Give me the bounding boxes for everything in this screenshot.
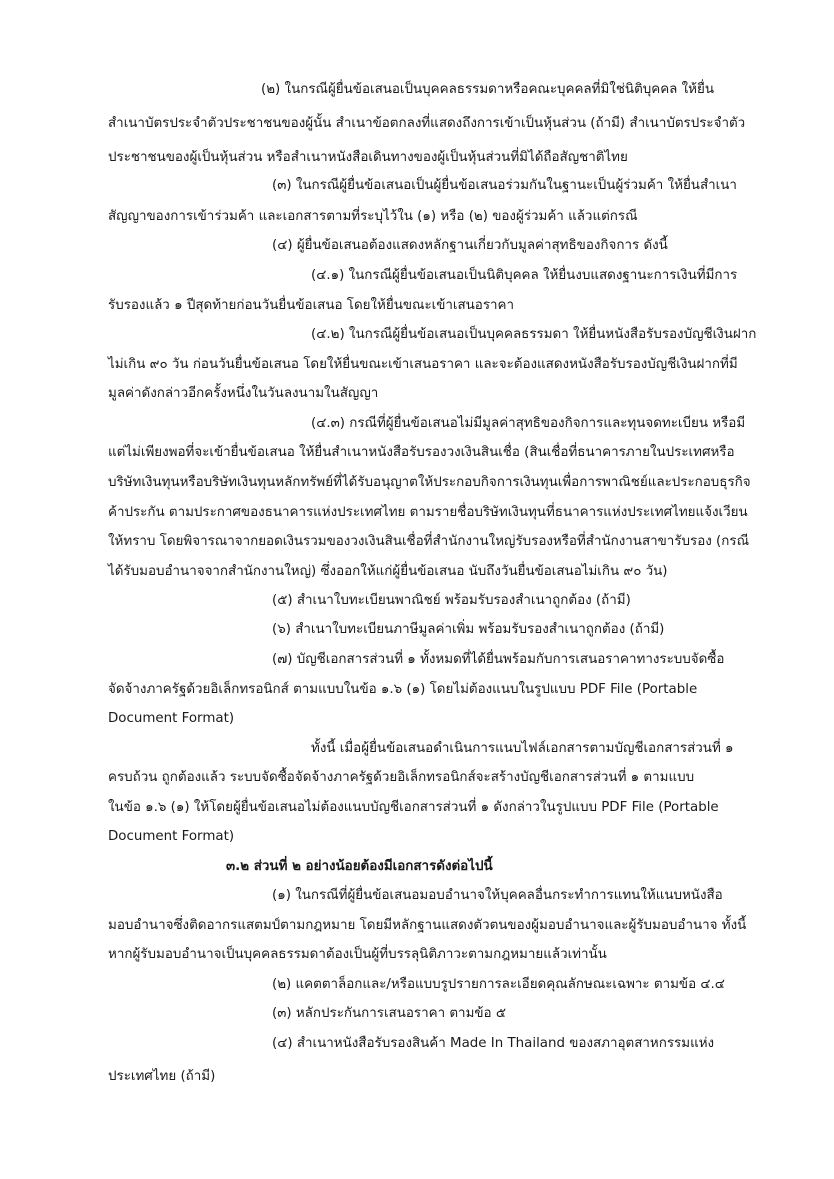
text-line: มอบอำนาจซึ่งติดอากรแสตมป์ตามกฎหมาย โดยมีหลักฐานแสดงตัวตนของผู้มอบอำนาจและผู้รับมอบอำนาจ ทั้งนี้	[108, 918, 747, 933]
text-line: ไม่เกิน ๙๐ วัน ก่อนวันยื่นข้อเสนอ โดยให้ยื่นขณะเข้าเสนอราคา และจะต้องแสดงหนังสือรับรองบัญชีเงินฝากที่มี	[108, 357, 738, 372]
text-line: Document Format)	[108, 829, 235, 844]
text-line: ให้ทราบ โดยพิจารณาจากยอดเงินรวมของวงเงินสินเชื่อที่สำนักงานใหญ่รับรองหรือที่สำนักงานสาขารับรอง (กรณี	[108, 534, 749, 549]
text-line: (๔.๒) ในกรณีผู้ยื่นข้อเสนอเป็นบุคคลธรรมดา ให้ยื่นหนังสือรับรองบัญชีเงินฝาก	[311, 327, 757, 342]
section-heading: ๓.๒ ส่วนที่ ๒ อย่างน้อยต้องมีเอกสารดังต่อไปนี้	[226, 859, 493, 874]
text-line: แต่ไม่เพียงพอที่จะเข้ายื่นข้อเสนอ ให้ยื่นสำเนาหนังสือรับรองวงเงินสินเชื่อ (สินเชื่อที่ธนาคารภายในประเทศหรือ	[108, 445, 735, 460]
text-line: ประชาชนของผู้เป็นหุ้นส่วน หรือสำเนาหนังสือเดินทางของผู้เป็นหุ้นส่วนที่มิได้ถือสัญชาติไทย	[108, 150, 628, 165]
text-line: หากผู้รับมอบอำนาจเป็นบุคคลธรรมดาต้องเป็นผู้ที่บรรลุนิติภาวะตามกฎหมายแล้วเท่านั้น	[108, 947, 607, 962]
text-line: (๒) แคตตาล็อกและ/หรือแบบรูปรายการละเอียดคุณลักษณะเฉพาะ ตามข้อ ๔.๔	[272, 977, 725, 992]
text-line: สำเนาบัตรประจำตัวประชาชนของผู้นั้น สำเนาข้อตกลงที่แสดงถึงการเข้าเป็นหุ้นส่วน (ถ้ามี) สำเนาบัตรประจำตัว	[108, 116, 746, 131]
text-line: (๔.๓) กรณีที่ผู้ยื่นข้อเสนอไม่มีมูลค่าสุทธิของกิจการและทุนจดทะเบียน หรือมี	[311, 416, 746, 431]
text-line: (๔) ผู้ยื่นข้อเสนอต้องแสดงหลักฐานเกี่ยวกับมูลค่าสุทธิของกิจการ ดังนี้	[272, 238, 668, 253]
text-line: (๑) ในกรณีที่ผู้ยื่นข้อเสนอมอบอำนาจให้บุคคลอื่นกระทำการแทนให้แนบหนังสือ	[272, 888, 723, 903]
text-line: บริษัทเงินทุนหรือบริษัทเงินทุนหลักทรัพย์ที่ได้รับอนุญาตให้ประกอบกิจการเงินทุนเพื่อการพาณิชย์และประกอบธุรกิจ	[108, 475, 751, 490]
text-line: ในข้อ ๑.๖ (๑) ให้โดยผู้ยื่นข้อเสนอไม่ต้องแนบบัญชีเอกสารส่วนที่ ๑ ดังกล่าวในรูปแบบ PDF File (Portable	[108, 800, 719, 815]
text-line: รับรองแล้ว ๑ ปีสุดท้ายก่อนวันยื่นข้อเสนอ โดยให้ยื่นขณะเข้าเสนอราคา	[108, 298, 515, 313]
text-line: (๓) หลักประกันการเสนอราคา ตามข้อ ๕	[272, 1006, 506, 1021]
text-line: (๔.๑) ในกรณีผู้ยื่นข้อเสนอเป็นนิติบุคคล ให้ยื่นงบแสดงฐานะการเงินที่มีการ	[311, 268, 738, 283]
text-line: (๖) สำเนาใบทะเบียนภาษีมูลค่าเพิ่ม พร้อมรับรองสำเนาถูกต้อง (ถ้ามี)	[272, 622, 665, 637]
text-line: จัดจ้างภาครัฐด้วยอิเล็กทรอนิกส์ ตามแบบในข้อ ๑.๖ (๑) โดยไม่ต้องแนบในรูปแบบ PDF File (Portable	[108, 682, 698, 697]
text-line: (๒) ในกรณีผู้ยื่นข้อเสนอเป็นบุคคลธรรมดาหรือคณะบุคคลที่มิใช่นิติบุคคล ให้ยื่น	[261, 82, 715, 97]
text-line: (๔) สำเนาหนังสือรับรองสินค้า Made In Thailand ของสภาอุตสาหกรรมแห่ง	[272, 1036, 715, 1051]
text-line: ทั้งนี้ เมื่อผู้ยื่นข้อเสนอดำเนินการแนบไฟล์เอกสารตามบัญชีเอกสารส่วนที่ ๑	[311, 741, 734, 756]
text-line: (๓) ในกรณีผู้ยื่นข้อเสนอเป็นผู้ยื่นข้อเสนอร่วมกันในฐานะเป็นผู้ร่วมค้า ให้ยื่นสำเนา	[272, 178, 737, 193]
text-line: (๕) สำเนาใบทะเบียนพาณิชย์ พร้อมรับรองสำเนาถูกต้อง (ถ้ามี)	[272, 593, 631, 608]
text-line: มูลค่าดังกล่าวอีกครั้งหนึ่งในวันลงนามในสัญญา	[108, 386, 379, 401]
text-line: ค้าประกัน ตามประกาศของธนาคารแห่งประเทศไทย ตามรายชื่อบริษัทเงินทุนที่ธนาคารแห่งประเทศไทยแจ้งเวียน	[108, 505, 748, 520]
text-line: ได้รับมอบอำนาจจากสำนักงานใหญ่) ซึ่งออกให้แก่ผู้ยื่นข้อเสนอ นับถึงวันยื่นข้อเสนอไม่เกิน ๙๐ วัน)	[108, 564, 668, 579]
text-line: ประเทศไทย (ถ้ามี)	[108, 1069, 216, 1084]
text-line: Document Format)	[108, 711, 235, 726]
text-line: ครบถ้วน ถูกต้องแล้ว ระบบจัดซื้อจัดจ้างภาครัฐด้วยอิเล็กทรอนิกส์จะสร้างบัญชีเอกสารส่วนที่ ๑ ตามแบบ	[108, 770, 695, 785]
text-line: (๗) บัญชีเอกสารส่วนที่ ๑ ทั้งหมดที่ได้ยื่นพร้อมกับการเสนอราคาทางระบบจัดซื้อ	[272, 652, 725, 667]
text-line: สัญญาของการเข้าร่วมค้า และเอกสารตามที่ระบุไว้ใน (๑) หรือ (๒) ของผู้ร่วมค้า แล้วแต่กรณี	[108, 209, 638, 224]
